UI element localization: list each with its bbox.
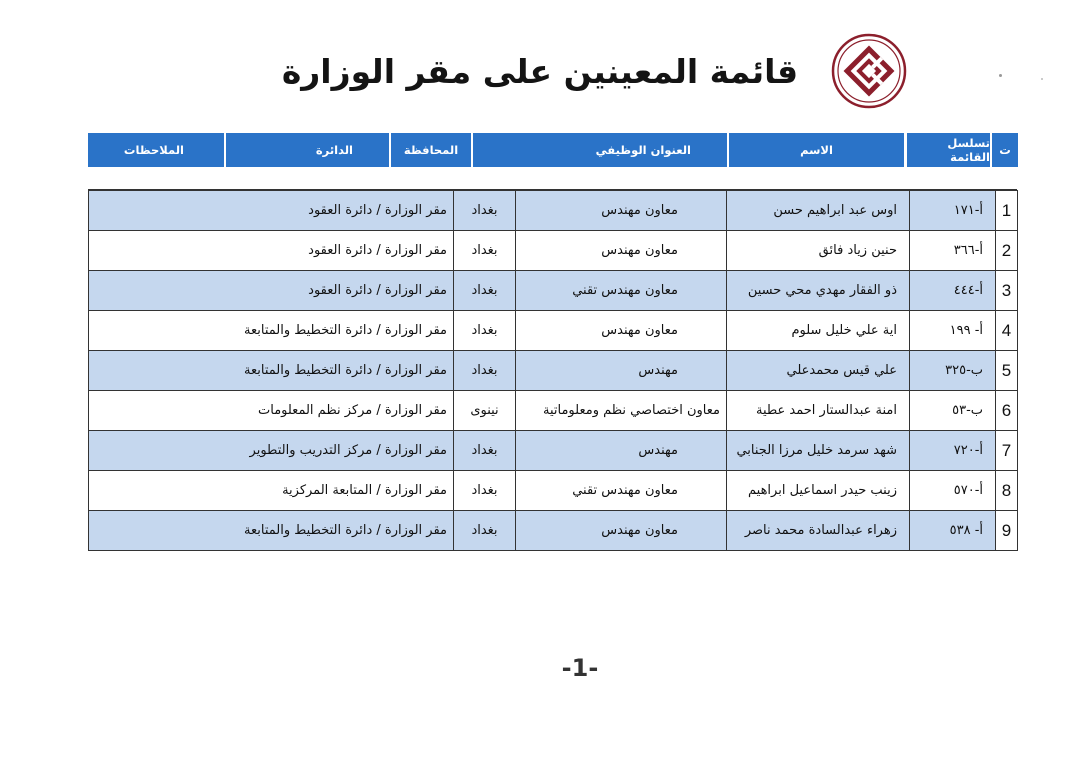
row-department: مقر الوزارة / مركز نظم المعلومات: [89, 391, 454, 431]
header-notes: الملاحظات: [88, 133, 224, 167]
row-serial: ب-٣٢٥: [910, 351, 996, 391]
header-index: ت: [992, 133, 1018, 167]
row-serial: أ-٥٧٠: [910, 471, 996, 511]
row-name: زهراء عبدالسادة محمد ناصر: [727, 511, 910, 551]
table-row: [89, 431, 1018, 471]
document-title: قائمة المعينين على مقر الوزارة: [281, 52, 799, 91]
row-governorate: بغداد: [454, 351, 516, 391]
row-department: مقر الوزارة / دائرة التخطيط والمتابعة: [89, 311, 454, 351]
header-job-title: العنوان الوظيفي: [473, 133, 727, 167]
row-serial: أ- ٥٣٨: [910, 511, 996, 551]
row-job-title: معاون مهندس: [516, 311, 727, 351]
row-index: 9: [996, 511, 1018, 551]
ministry-logo-icon: [831, 33, 907, 109]
row-governorate: بغداد: [454, 511, 516, 551]
scan-speck: [999, 74, 1002, 77]
row-governorate: بغداد: [454, 271, 516, 311]
row-serial: أ- ١٩٩: [910, 311, 996, 351]
row-name: حنين زياد فائق: [727, 231, 910, 271]
header-governorate: المحافظة: [391, 133, 471, 167]
row-job-title: معاون اختصاصي نظم ومعلوماتية: [516, 391, 727, 431]
row-department: مقر الوزارة / دائرة التخطيط والمتابعة: [89, 351, 454, 391]
row-job-title: مهندس: [516, 431, 727, 471]
row-serial: أ-٧٢٠: [910, 431, 996, 471]
row-index: 3: [996, 271, 1018, 311]
row-governorate: بغداد: [454, 431, 516, 471]
appointees-table: [88, 190, 1018, 551]
row-governorate: بغداد: [454, 471, 516, 511]
row-index: 1: [996, 191, 1018, 231]
table-row: [89, 511, 1018, 551]
table-row: [89, 231, 1018, 271]
row-name: اوس عبد ابراهيم حسن: [727, 191, 910, 231]
row-name: اية علي خليل سلوم: [727, 311, 910, 351]
row-job-title: معاون مهندس: [516, 191, 727, 231]
row-governorate: بغداد: [454, 231, 516, 271]
row-department: مقر الوزارة / المتابعة المركزية: [89, 471, 454, 511]
row-department: مقر الوزارة / دائرة العقود: [89, 191, 454, 231]
row-name: ذو الفقار مهدي محي حسين: [727, 271, 910, 311]
row-job-title: معاون مهندس: [516, 231, 727, 271]
table-row: [89, 471, 1018, 511]
row-index: 8: [996, 471, 1018, 511]
row-index: 2: [996, 231, 1018, 271]
header-serial: تسلسل القائمة: [907, 133, 990, 167]
page-number: -1-: [561, 654, 599, 682]
table-row: [89, 391, 1018, 431]
row-governorate: بغداد: [454, 191, 516, 231]
row-department: مقر الوزارة / دائرة التخطيط والمتابعة: [89, 511, 454, 551]
row-serial: أ-٣٦٦: [910, 231, 996, 271]
row-governorate: نينوى: [454, 391, 516, 431]
row-name: شهد سرمد خليل مرزا الجنابي: [727, 431, 910, 471]
row-index: 6: [996, 391, 1018, 431]
table-row: [89, 311, 1018, 351]
row-serial: أ-٤٤٤: [910, 271, 996, 311]
row-serial: ب-٥٣: [910, 391, 996, 431]
table-row: [89, 271, 1018, 311]
row-name: امنة عبدالستار احمد عطية: [727, 391, 910, 431]
table-row: [89, 191, 1018, 231]
row-job-title: معاون مهندس: [516, 511, 727, 551]
row-job-title: معاون مهندس تقني: [516, 271, 727, 311]
header-department: الدائرة: [226, 133, 389, 167]
scan-speck: [1041, 78, 1043, 80]
row-governorate: بغداد: [454, 311, 516, 351]
row-department: مقر الوزارة / دائرة العقود: [89, 271, 454, 311]
row-job-title: مهندس: [516, 351, 727, 391]
row-job-title: معاون مهندس تقني: [516, 471, 727, 511]
row-department: مقر الوزارة / مركز التدريب والتطوير: [89, 431, 454, 471]
row-name: علي قيس محمدعلي: [727, 351, 910, 391]
row-department: مقر الوزارة / دائرة العقود: [89, 231, 454, 271]
row-index: 4: [996, 311, 1018, 351]
table-row: [89, 351, 1018, 391]
header-name: الاسم: [729, 133, 904, 167]
row-name: زينب حيدر اسماعيل ابراهيم: [727, 471, 910, 511]
row-index: 5: [996, 351, 1018, 391]
row-serial: أ-١٧١: [910, 191, 996, 231]
row-index: 7: [996, 431, 1018, 471]
